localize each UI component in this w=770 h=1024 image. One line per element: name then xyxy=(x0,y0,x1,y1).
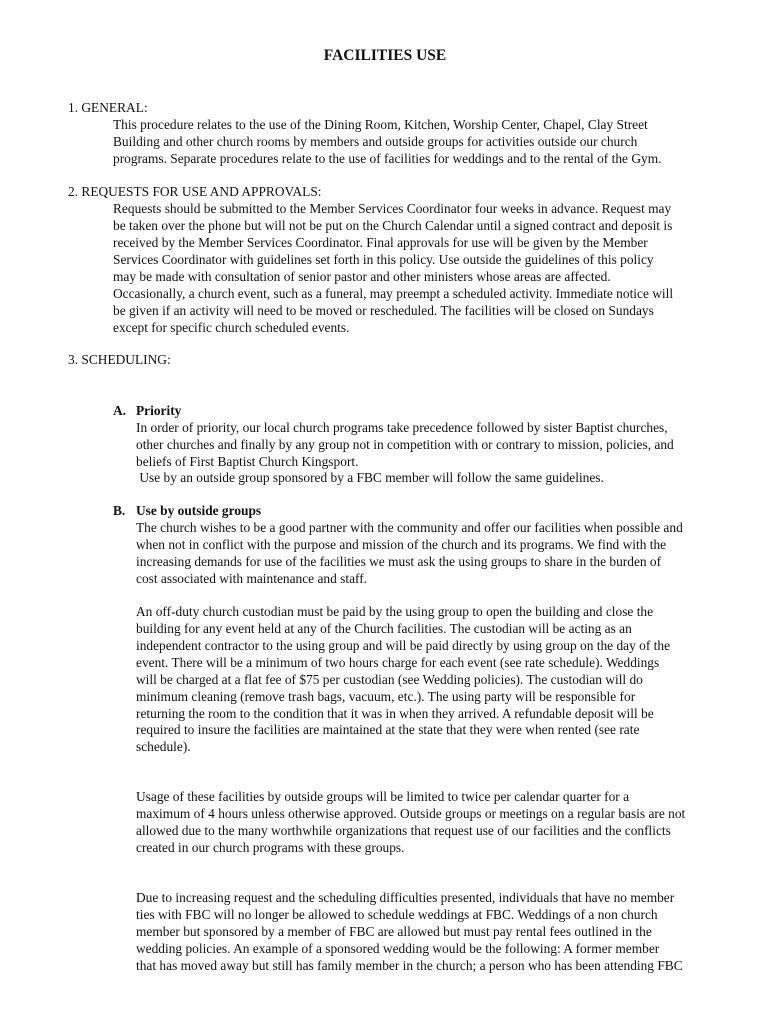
outside-groups-title: Use by outside groups xyxy=(136,503,262,518)
weddings-line: member but sponsored by a member of FBC are allowed but must pay rental fees outlined in the xyxy=(136,924,652,939)
section-heading-scheduling: 3. SCHEDULING: xyxy=(68,352,171,367)
custodian-line: schedule). xyxy=(136,739,191,754)
custodian-line: will be charged at a flat fee of $75 per custodian (see Wedding policies). The custodian will do xyxy=(136,672,643,687)
section-heading-general: 1. GENERAL: xyxy=(68,100,148,115)
usage-line: maximum of 4 hours unless otherwise approved. Outside groups or meetings on a regular basis are not xyxy=(136,806,686,821)
page-title: FACILITIES USE xyxy=(323,47,447,64)
priority-line: In order of priority, our local church programs take precedence followed by sister Baptist churches, xyxy=(136,420,668,435)
usage-line: created in our church programs with these groups. xyxy=(136,840,405,855)
requests-line: received by the Member Services Coordinator. Final approvals for use will be given by the Member xyxy=(113,235,648,250)
section-heading-requests: 2. REQUESTS FOR USE AND APPROVALS: xyxy=(68,184,322,199)
general-line: This procedure relates to the use of the Dining Room, Kitchen, Worship Center, Chapel, Clay Street xyxy=(113,117,648,132)
weddings-line: that has moved away but still has family member in the church; a person who has been attending FBC xyxy=(136,958,683,973)
priority-line: other churches and finally by any group not in competition with or contrary to mission, policies, and xyxy=(136,437,674,452)
weddings-line: ties with FBC will no longer be allowed to schedule weddings at FBC. Weddings of a non church xyxy=(136,907,658,922)
outside-groups-line: The church wishes to be a good partner with the community and offer our facilities when possible and xyxy=(136,520,683,535)
outside-groups-marker: B. xyxy=(113,503,126,518)
requests-line: be given if an activity will need to be moved or rescheduled. The facilities will be closed on Sundays xyxy=(113,303,654,318)
custodian-line: independent contractor to the using group and will be paid directly by using group on the day of the xyxy=(136,638,671,653)
requests-line: be taken over the phone but will not be put on the Church Calendar until a signed contract and deposit is xyxy=(113,218,673,233)
requests-line: Occasionally, a church event, such as a funeral, may preempt a scheduled activity. Immediate notice will xyxy=(113,286,674,301)
usage-line: Usage of these facilities by outside groups will be limited to twice per calendar quarter for a xyxy=(136,789,630,804)
custodian-line: An off-duty church custodian must be paid by the using group to open the building and close the xyxy=(136,604,654,619)
priority-line: Use by an outside group sponsored by a FBC member will follow the same guidelines. xyxy=(136,470,604,485)
custodian-line: returning the room to the condition that it was in when they arrived. A refundable deposit will be xyxy=(136,706,654,721)
general-line: programs. Separate procedures relate to the use of facilities for weddings and to the rental of the Gym. xyxy=(113,151,662,166)
requests-line: Services Coordinator with guidelines set forth in this policy. Use outside the guidelines of this policy xyxy=(113,252,654,267)
requests-line: except for specific church scheduled events. xyxy=(113,320,350,335)
requests-line: may be made with consultation of senior pastor and other ministers whose areas are affected. xyxy=(113,269,611,284)
usage-line: allowed due to the many worthwhile organizations that request use of our facilities and the conflicts xyxy=(136,823,671,838)
outside-groups-line: increasing demands for use of the facilities we must ask the using groups to share in the burden of xyxy=(136,554,662,569)
priority-marker: A. xyxy=(113,403,127,418)
custodian-line: minimum cleaning (remove trash bags, vacuum, etc.). The using party will be responsible for xyxy=(136,689,636,704)
weddings-line: Due to increasing request and the scheduling difficulties presented, individuals that have no member xyxy=(136,890,675,905)
outside-groups-line: when not in conflict with the purpose and mission of the church and its programs. We find with the xyxy=(136,537,667,552)
priority-line: beliefs of First Baptist Church Kingsport. xyxy=(136,454,359,469)
custodian-line: building for any event held at any of the Church facilities. The custodian will be acting as an xyxy=(136,621,632,636)
custodian-line: event. There will be a minimum of two hours charge for each event (see rate schedule). Weddings xyxy=(136,655,660,670)
custodian-line: required to insure the facilities are maintained at the state that they were when rented (see rate xyxy=(136,722,640,737)
priority-title: Priority xyxy=(136,403,182,418)
general-line: Building and other church rooms by members and outside groups for activities outside our church xyxy=(113,134,638,149)
requests-line: Requests should be submitted to the Member Services Coordinator four weeks in advance. Request may xyxy=(113,201,672,216)
weddings-line: wedding policies. An example of a sponsored wedding would be the following: A former member xyxy=(136,941,660,956)
outside-groups-line: cost associated with maintenance and staff. xyxy=(136,571,368,586)
